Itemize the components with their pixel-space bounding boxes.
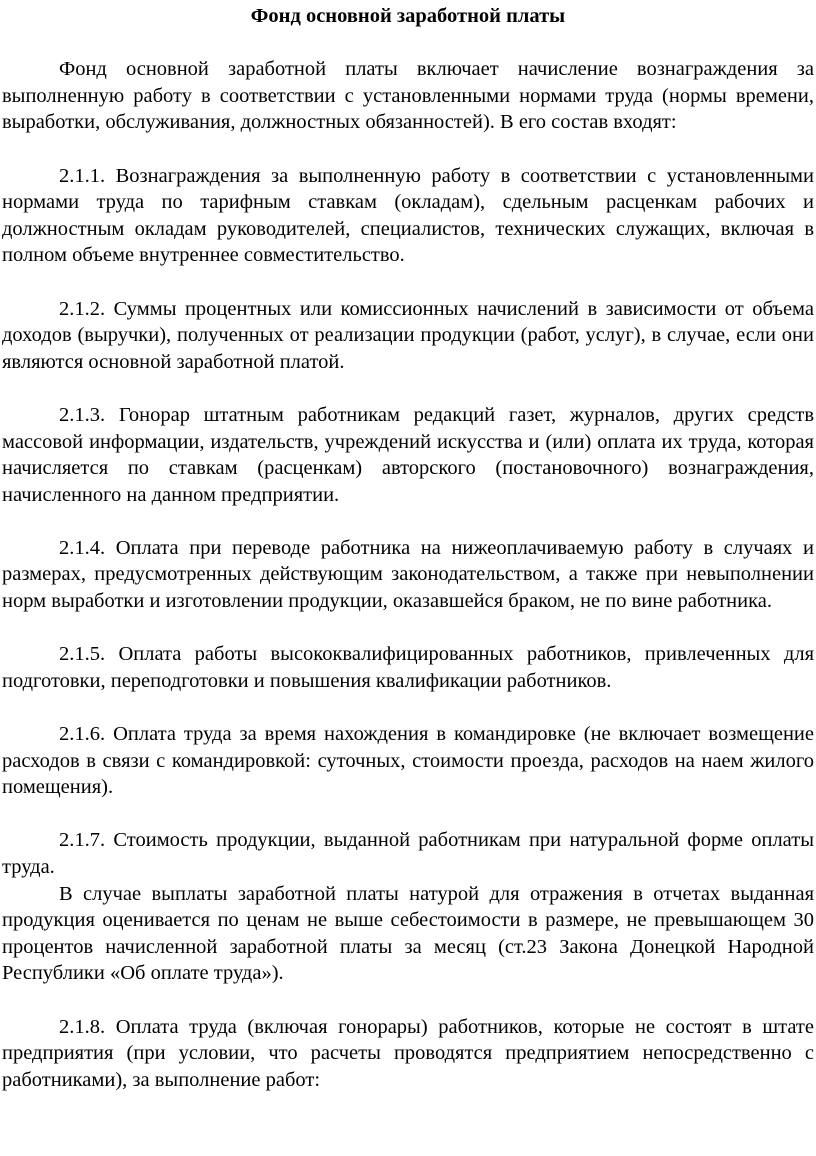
paragraph-2-1-3: 2.1.3. Гонорар штатным работникам редакций газет, журналов, других средств массовой информации, издательств, учреждений искусства и (или) оплата их труда, которая начисляется по ставкам (расценкам) авторского (постановочного) вознаграждения, начисленного на данном предприятии. — [2, 403, 814, 506]
paragraph-2-1-8: 2.1.8. Оплата труда (включая гонорары) работников, которые не состоят в штате предприятия (при условии, что расчеты проводятся предприятием непосредственно с работниками), за выполнение работ: — [2, 1015, 814, 1091]
paragraph-2-1-1: 2.1.1. Вознаграждения за выполненную работу в соответствии с установленными нормами труда по тарифным ставкам (окладам), сдельным расценкам рабочих и должностным окладам руководителей, специалистов, технических служащих, включая в полном объеме внутреннее совместительство. — [2, 164, 814, 267]
paragraph-2-1-4: 2.1.4. Оплата при переводе работника на нижеоплачиваемую работу в случаях и размерах, предусмотренных действующим законодательством, а также при невыполнении норм выработки и изготовлении продукции, оказавшейся браком, не по вине работника. — [2, 536, 814, 613]
paragraph-intro: Фонд основной заработной платы включает начисление вознаграждения за выполненную работу в соответствии с установленными нормами труда (нормы времени, выработки, обслуживания, должностных обязанностей). В его состав входят: — [2, 58, 814, 134]
spacer — [2, 987, 814, 1014]
spacer — [2, 615, 814, 642]
paragraph-2-1-2: 2.1.2. Суммы процентных или комиссионных начислений в зависимости от объема доходов (выручки), полученных от реализации продукции (работ, услуг), в случае, если они являются основной заработной платой. — [2, 297, 814, 373]
spacer — [2, 801, 814, 828]
spacer — [2, 375, 814, 402]
spacer — [2, 136, 814, 163]
spacer — [2, 269, 814, 296]
document-title: Фонд основной заработной платы — [250, 5, 566, 27]
paragraph-2-1-6: 2.1.6. Оплата труда за время нахождения в командировке (не включает возмещение расходов в связи с командировкой: суточных, стоимости проезда, расходов на наем жилого помещения). — [2, 723, 814, 799]
paragraph-2-1-7: 2.1.7. Стоимость продукции, выданной работникам при натуральной форме оплаты труда. — [2, 829, 814, 878]
spacer — [2, 508, 814, 535]
paragraph-2-1-5: 2.1.5. Оплата работы высококвалифицированных работников, привлеченных для подготовки, переподготовки и повышения квалификации работников. — [2, 643, 814, 692]
spacer — [2, 30, 814, 57]
spacer — [2, 694, 814, 721]
paragraph-2-1-7-note: В случае выплаты заработной платы натурой для отражения в отчетах выданная продукция оценивается по ценам не выше себестоимости в размере, не превышающем 30 процентов начисленной заработной платы за месяц (ст.23 Закона Донецкой Народной Республики «Об оплате труда»). — [2, 882, 814, 985]
